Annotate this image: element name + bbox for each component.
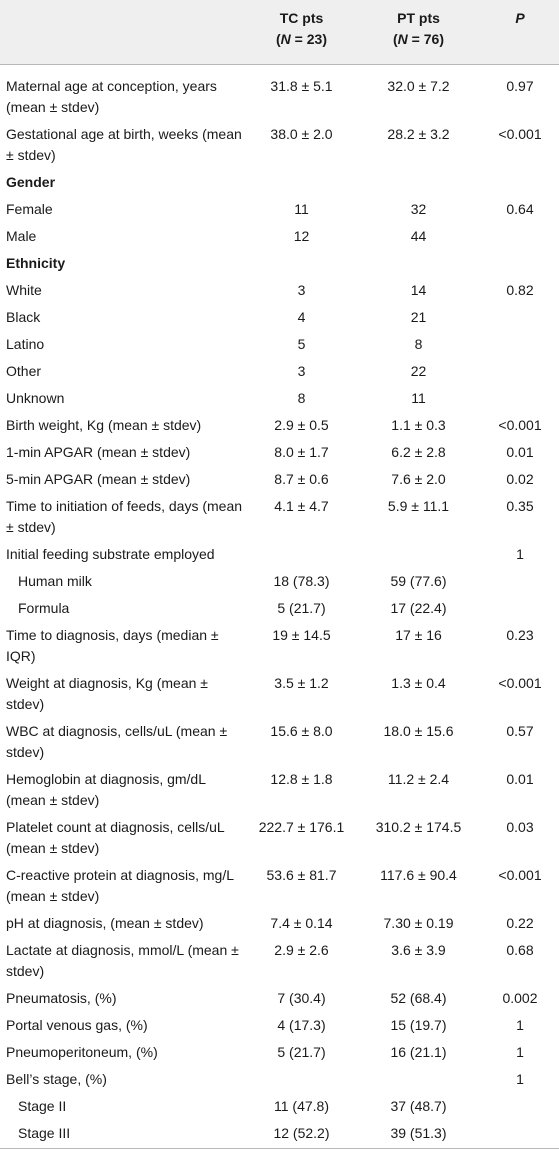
row-label: WBC at diagnosis, cells/uL (mean ± stdev) <box>6 722 228 760</box>
pt-value <box>356 1066 481 1093</box>
header-tc-label: TC pts <box>279 10 324 26</box>
tc-value: 7 (30.4) <box>277 989 326 1006</box>
row-label: Stage III <box>0 1120 247 1149</box>
row-label: Other <box>6 362 42 379</box>
pt-value: 310.2 ± 174.5 <box>375 818 462 835</box>
row-label: Male <box>6 227 37 244</box>
pt-value: 44 <box>410 227 427 244</box>
row-label: Gender <box>6 173 56 190</box>
table-row <box>0 1120 559 1149</box>
tc-value: 2.9 ± 0.5 <box>274 416 329 433</box>
table-row <box>0 277 559 304</box>
tc-value: 8 <box>297 389 306 406</box>
table-row <box>0 1039 559 1066</box>
p-value: 0.35 <box>506 497 534 514</box>
row-label: Human milk <box>18 572 92 589</box>
tc-value: 3 <box>297 362 306 379</box>
pt-value: 17 (22.4) <box>390 599 447 616</box>
table-body <box>0 64 559 1148</box>
p-value <box>481 223 559 250</box>
table-row <box>0 568 559 595</box>
row-label: White <box>6 281 42 298</box>
tc-value: 3 <box>297 281 306 298</box>
table-row <box>0 304 559 331</box>
pt-value: 18.0 ± 15.6 <box>383 722 454 739</box>
p-value: <0.001 <box>498 416 542 433</box>
p-value: 0.64 <box>506 200 534 217</box>
tc-value: 15.6 ± 8.0 <box>270 722 333 739</box>
tc-value: 5 (21.7) <box>277 1043 326 1060</box>
pt-value: 7.6 ± 2.0 <box>391 470 446 487</box>
tc-value: 18 (78.3) <box>273 572 330 589</box>
tc-value: 222.7 ± 176.1 <box>258 818 345 835</box>
row-label: 5-min APGAR (mean ± stdev) <box>6 470 191 487</box>
p-value <box>481 1120 559 1149</box>
p-value: 0.57 <box>506 722 534 739</box>
table-header <box>0 0 559 64</box>
pt-value: 15 (19.7) <box>390 1016 447 1033</box>
table-row <box>0 670 559 718</box>
row-label: Formula <box>18 599 70 616</box>
p-value: 0.22 <box>506 914 534 931</box>
row-label: Weight at diagnosis, Kg (mean ± stdev) <box>6 674 208 712</box>
tc-value <box>247 541 356 568</box>
p-value: 1 <box>516 1070 524 1087</box>
p-value <box>481 568 559 595</box>
row-label: Pneumoperitoneum, (%) <box>6 1043 158 1060</box>
tc-value: 5 (21.7) <box>277 599 326 616</box>
p-value: 0.01 <box>506 443 534 460</box>
tc-value: 8.0 ± 1.7 <box>274 443 329 460</box>
tc-value <box>247 250 356 277</box>
p-value <box>481 169 559 196</box>
section-row <box>0 250 559 277</box>
tc-value: 19 ± 14.5 <box>272 626 331 643</box>
header-pt-count: = 76) <box>407 31 444 47</box>
row-label: Maternal age at conception, years (mean ± stdev) <box>6 77 217 115</box>
table-row <box>0 1093 559 1120</box>
p-value <box>481 1093 559 1120</box>
header-tc-n: N <box>280 31 291 47</box>
pt-value: 8 <box>414 335 423 352</box>
pt-value <box>356 250 481 277</box>
row-label: Time to diagnosis, days (median ± IQR) <box>6 626 219 664</box>
table-row <box>0 331 559 358</box>
tc-value: 8.7 ± 0.6 <box>274 470 329 487</box>
row-label: 1-min APGAR (mean ± stdev) <box>6 443 191 460</box>
row-label: Time to initiation of feeds, days (mean ± stdev) <box>6 497 243 535</box>
table-row <box>0 595 559 622</box>
p-value: 0.68 <box>506 941 534 958</box>
tc-value <box>247 1066 356 1093</box>
tc-value: 7.4 ± 0.14 <box>270 914 333 931</box>
header-tc-count: = 23) <box>290 31 327 47</box>
row-label: Ethnicity <box>6 254 66 271</box>
p-value: 1 <box>516 545 524 562</box>
p-value: 0.01 <box>506 770 534 787</box>
p-value: <0.001 <box>498 674 542 691</box>
p-value <box>481 331 559 358</box>
header-tc-pts <box>247 0 356 64</box>
row-label: Unknown <box>6 389 65 406</box>
table-row <box>0 985 559 1012</box>
table-row <box>0 412 559 439</box>
p-value <box>481 595 559 622</box>
header-pt-n: N <box>397 31 408 47</box>
table-row <box>0 121 559 169</box>
header-pt-open: ( <box>393 31 398 47</box>
p-value <box>481 358 559 385</box>
p-value: 0.23 <box>506 626 534 643</box>
pt-value: 52 (68.4) <box>390 989 447 1006</box>
p-value <box>481 250 559 277</box>
tc-value: 11 (47.8) <box>274 1097 329 1114</box>
row-label: Initial feeding substrate employed <box>6 545 215 562</box>
pt-value: 32 <box>410 200 427 217</box>
row-label: Latino <box>6 335 45 352</box>
tc-value: 11 <box>294 200 309 217</box>
table-row <box>0 493 559 541</box>
row-label: Portal venous gas, (%) <box>6 1016 148 1033</box>
row-label: C-reactive protein at diagnosis, mg/L (mean ± stdev) <box>6 866 234 904</box>
p-value: 0.82 <box>506 281 534 298</box>
table-row <box>0 910 559 937</box>
row-label: pH at diagnosis, (mean ± stdev) <box>6 914 204 931</box>
header-empty-cell <box>0 0 247 64</box>
pt-value: 5.9 ± 11.1 <box>387 497 450 514</box>
pt-value: 11 <box>411 389 426 406</box>
table-row <box>0 766 559 814</box>
pt-value: 28.2 ± 3.2 <box>387 125 450 142</box>
pt-value: 1.3 ± 0.4 <box>391 674 446 691</box>
table-row <box>0 541 559 568</box>
header-p-value: P <box>481 0 559 64</box>
p-value: 0.97 <box>506 77 534 94</box>
p-value: 1 <box>516 1016 524 1033</box>
tc-value: 4 <box>297 308 306 325</box>
table-row <box>0 718 559 766</box>
table-row <box>0 814 559 862</box>
tc-value: 53.6 ± 81.7 <box>266 866 337 883</box>
tc-value: 3.5 ± 1.2 <box>274 674 329 691</box>
row-label: Gestational age at birth, weeks (mean ± stdev) <box>6 125 242 163</box>
tc-value: 12.8 ± 1.8 <box>270 770 333 787</box>
table-row <box>0 1012 559 1039</box>
p-value: 0.02 <box>506 470 534 487</box>
pt-value <box>356 541 481 568</box>
table-row <box>0 358 559 385</box>
tc-value: 38.0 ± 2.0 <box>270 125 333 142</box>
table-row <box>0 1066 559 1093</box>
row-label: Birth weight, Kg (mean ± stdev) <box>6 416 202 433</box>
pt-value: 117.6 ± 90.4 <box>380 866 457 883</box>
row-label: Stage II <box>18 1097 67 1114</box>
pt-value: 32.0 ± 7.2 <box>387 77 450 94</box>
table-row <box>0 196 559 223</box>
tc-value: 12 (52.2) <box>247 1120 356 1149</box>
row-label: Platelet count at diagnosis, cells/uL (mean ± stdev) <box>6 818 225 856</box>
p-value: <0.001 <box>498 866 542 883</box>
section-row <box>0 169 559 196</box>
pt-value: 7.30 ± 0.19 <box>383 914 454 931</box>
row-label: Hemoglobin at diagnosis, gm/dL (mean ± stdev) <box>6 770 206 808</box>
pt-value: 6.2 ± 2.8 <box>391 443 446 460</box>
tc-value <box>247 169 356 196</box>
pt-value: 16 (21.1) <box>390 1043 447 1060</box>
header-row <box>0 0 559 64</box>
pt-value: 1.1 ± 0.3 <box>391 416 446 433</box>
p-value: 1 <box>516 1043 524 1060</box>
tc-value: 5 <box>297 335 306 352</box>
row-label: Pneumatosis, (%) <box>6 989 117 1006</box>
pt-value: 37 (48.7) <box>390 1097 447 1114</box>
pt-value: 21 <box>410 308 427 325</box>
tc-value: 4 (17.3) <box>277 1016 326 1033</box>
row-label: Bell’s stage, (%) <box>6 1070 107 1087</box>
pt-value: 14 <box>410 281 427 298</box>
pt-value: 59 (77.6) <box>390 572 447 589</box>
table-row <box>0 223 559 250</box>
table-row <box>0 439 559 466</box>
pt-value: 22 <box>410 362 427 379</box>
table-row <box>0 862 559 910</box>
tc-value: 4.1 ± 4.7 <box>274 497 329 514</box>
pt-value: 39 (51.3) <box>356 1120 481 1149</box>
pt-value <box>356 169 481 196</box>
header-pt-pts <box>356 0 481 64</box>
tc-value: 12 <box>293 227 310 244</box>
pt-value: 17 ± 16 <box>395 626 442 643</box>
p-value <box>481 385 559 412</box>
p-value: <0.001 <box>498 125 542 142</box>
pt-value: 3.6 ± 3.9 <box>391 941 446 958</box>
p-value: 0.002 <box>502 989 538 1006</box>
p-value: 0.03 <box>506 818 534 835</box>
row-label: Black <box>6 308 41 325</box>
pt-value: 11.2 ± 2.4 <box>387 770 450 787</box>
table-row <box>0 385 559 412</box>
p-value <box>481 304 559 331</box>
tc-value: 2.9 ± 2.6 <box>274 941 329 958</box>
table-row <box>0 622 559 670</box>
header-tc-open: ( <box>276 31 281 47</box>
row-label: Lactate at diagnosis, mmol/L (mean ± stdev) <box>6 941 239 979</box>
table-row <box>0 466 559 493</box>
tc-value: 31.8 ± 5.1 <box>270 77 333 94</box>
row-label: Female <box>6 200 53 217</box>
header-pt-label: PT pts <box>397 10 440 26</box>
table-row <box>0 64 559 121</box>
table-row <box>0 937 559 985</box>
